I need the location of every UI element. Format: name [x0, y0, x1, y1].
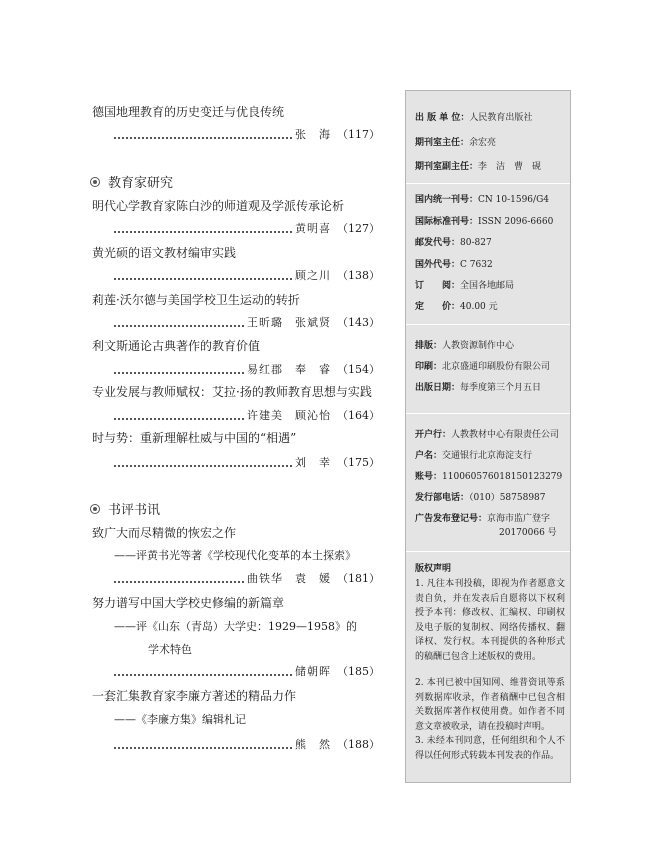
toc-entry-title[interactable]: 致广大而尽精微的恢宏之作 [92, 526, 237, 540]
bullet-circle-icon [90, 177, 100, 187]
toc-entry-line [114, 127, 380, 143]
toc-entry-title[interactable]: 莉莲·沃尔德与美国学校卫生运动的转折 [92, 293, 300, 307]
postal-code-row [415, 237, 492, 250]
toc-entry-line [114, 408, 380, 424]
toc-entry-page: （117） [337, 128, 380, 141]
publish-date-row [415, 382, 541, 395]
cn-row [415, 194, 549, 207]
toc-entry-line [114, 315, 380, 331]
publisher-value: 人民教育出版社 [469, 113, 533, 123]
toc-entry-authors: 易红郡 奉 睿 [247, 363, 331, 376]
deputy-row [415, 161, 541, 174]
copyright-clause-2: 2. 本刊已被中国知网、维普资讯等系列数据库收录，作者稿酬中已包含相关数据库著作权使用费。如作者不同意文章被收录，请在投稿时声明。 [415, 678, 565, 732]
cn-label: 国内统一刊号： [415, 195, 479, 205]
price-value: 40.00 元 [460, 302, 498, 312]
toc-entry-authors: 刘 幸 [295, 456, 331, 469]
postal-label: 邮发代号： [415, 238, 461, 248]
printing-row [415, 361, 550, 374]
toc-entry-line [114, 664, 380, 680]
director-label: 期刊室主任： [415, 138, 470, 148]
toc-entry-page: （143） [337, 316, 380, 329]
toc-entry-page: （164） [337, 409, 380, 422]
toc-entry-authors: 曲铁华 袁 媛 [247, 572, 331, 585]
bank-row [415, 429, 559, 442]
toc-entry-page: （138） [337, 269, 380, 282]
phone-value: （010）58758987 [469, 493, 546, 503]
typesetting-row [415, 340, 514, 353]
ad-registration-number: 20170066 号 [499, 528, 557, 538]
toc-entry-authors: 黄明喜 [295, 222, 331, 235]
toc-entry-title[interactable]: 明代心学教育家陈白沙的师道观及学派传承论析 [92, 199, 345, 213]
price-row [415, 301, 498, 314]
toc-entry-authors: 王昕璐 张斌贤 [247, 316, 331, 329]
print-value: 北京盛通印刷股份有限公司 [442, 362, 551, 372]
issn-row [415, 216, 553, 229]
toc-entry-page: （181） [337, 572, 380, 585]
deputy-label: 期刊室副主任： [415, 162, 479, 172]
account-name-value: 交通银行北京海淀支行 [442, 451, 533, 461]
toc-entry-authors: 顾之川 [295, 269, 331, 282]
typeset-label: 排版： [415, 341, 443, 351]
deputy-value: 李 洁 曹 砚 [478, 162, 542, 172]
account-label: 账号： [415, 472, 443, 482]
toc-entry-line [114, 268, 380, 284]
divider [406, 413, 570, 414]
print-label: 印刷： [415, 362, 443, 372]
toc-entry-title[interactable]: 努力谱写中国大学校史修编的新篇章 [92, 596, 285, 610]
foreign-value: C 7632 [460, 260, 493, 270]
publication-info-panel [405, 90, 571, 783]
publisher-row [415, 112, 532, 125]
director-row [415, 137, 496, 150]
subscription-row [415, 280, 514, 293]
order-label: 订 阅： [415, 281, 461, 291]
divider [406, 324, 570, 325]
toc-entry-page: （154） [337, 363, 380, 376]
toc-entry-authors: 储朝晖 [295, 665, 331, 678]
typeset-value: 人教资源制作中心 [442, 341, 515, 351]
toc-entry-page: （188） [337, 738, 380, 751]
toc-entry-title[interactable]: 一套汇集教育家李廉方著述的精品力作 [92, 689, 297, 703]
ad-label: 广告发布登记号： [415, 514, 488, 524]
section-heading-reviews [90, 503, 160, 519]
toc-entry-authors: 张 海 [295, 128, 331, 141]
date-value: 每季度第三个月五日 [460, 383, 542, 393]
toc-entry-page: （185） [337, 665, 380, 678]
account-number-row [415, 471, 562, 484]
issn-value: ISSN 2096-6660 [478, 217, 554, 227]
account-value: 110060576018150123279 [442, 472, 563, 482]
order-value: 全国各地邮局 [460, 281, 515, 291]
phone-row [415, 492, 546, 505]
phone-label: 发行部电话： [415, 493, 470, 503]
toc-entry-authors: 熊 然 [295, 738, 331, 751]
toc-entry-title[interactable]: 专业发展与教师赋权：艾拉·扬的教师教育思想与实践 [92, 385, 372, 399]
toc-entry-authors: 许建美 顾沁怡 [247, 409, 331, 422]
bank-label: 开户行： [415, 430, 452, 440]
toc-entry-line [114, 221, 380, 237]
toc-entry-line [114, 455, 380, 471]
copyright-clause-3: 3. 未经本刊同意，任何组织和个人不得以任何形式转载本刊发表的作品。 [415, 736, 565, 761]
section-heading-label: 教育家研究 [108, 176, 174, 191]
toc-entry-page: （127） [337, 222, 380, 235]
date-label: 出版日期： [415, 383, 461, 393]
toc-entry-title[interactable]: 德国地理教育的历史变迁与优良传统 [92, 105, 285, 119]
toc-entry-line [114, 737, 380, 753]
toc-entry-subtitle: ——评黄书光等著《学校现代化变革的本土探索》 [114, 549, 356, 562]
toc-entry-title[interactable]: 时与势：重新理解杜威与中国的“相遇” [92, 431, 297, 445]
toc-entry-subtitle-cont: 学术特色 [148, 643, 192, 656]
bank-value: 人教教材中心有限责任公司 [451, 430, 560, 440]
ad-registration-row [415, 513, 550, 526]
postal-value: 80-827 [460, 238, 492, 248]
toc-entry-title[interactable]: 黄光硕的语文教材编审实践 [92, 246, 237, 260]
bullet-circle-icon [90, 504, 100, 514]
toc-entry-subtitle: ——评《山东（青岛）大学史：1929—1958》的 [114, 620, 357, 633]
toc-entry-line [114, 362, 380, 378]
foreign-code-row [415, 259, 493, 272]
account-name-row [415, 450, 532, 463]
cn-value: CN 10-1596/G4 [478, 195, 549, 205]
issn-label: 国际标准刊号： [415, 217, 479, 227]
toc-entry-page: （175） [337, 456, 380, 469]
toc-entry-title[interactable]: 利文斯通论古典著作的教育价值 [92, 339, 261, 353]
section-heading-label: 书评书讯 [108, 503, 161, 518]
foreign-label: 国外代号： [415, 260, 461, 270]
director-value: 余宏亮 [469, 138, 497, 148]
copyright-clause-1: 1. 凡往本刊投稿，即视为作者愿意文责自负，并在发表后自愿将以下权利授予本刊：修改权、汇编权、印刷权及电子版的复制权、网络传播权、翻译权、发行权。本刊提供的各种形式的稿酬已包含上述版权的费用。 [415, 579, 565, 662]
section-heading-educators [90, 176, 173, 192]
divider [406, 551, 570, 552]
divider [406, 183, 570, 184]
price-label: 定 价： [415, 302, 461, 312]
copyright-title: 版权声明 [415, 564, 452, 574]
toc-entry-subtitle: ——《李廉方集》编辑札记 [114, 713, 246, 726]
account-name-label: 户名： [415, 451, 443, 461]
toc-entry-line [114, 571, 380, 587]
ad-value: 京海市监广登字 [487, 514, 551, 524]
publisher-label: 出 版 单 位： [415, 113, 470, 123]
